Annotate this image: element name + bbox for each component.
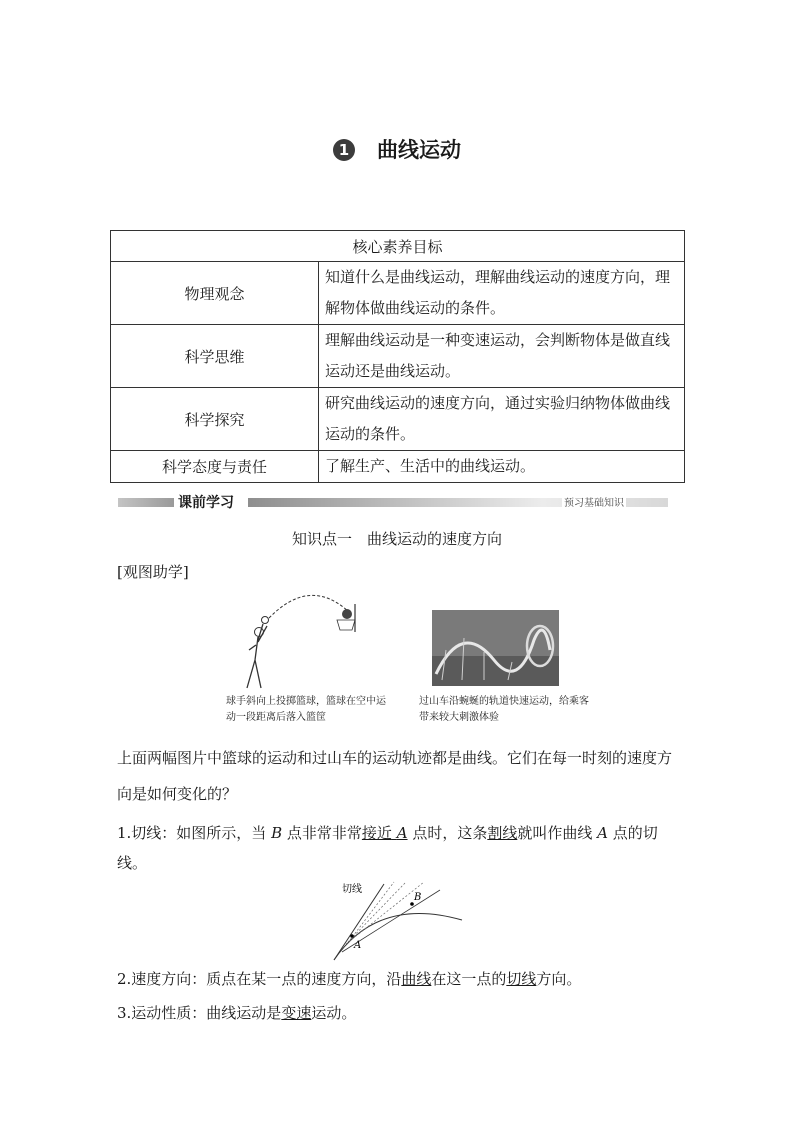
item2-text: 2.速度方向：质点在某一点的速度方向，沿 (117, 970, 402, 988)
item1-text: 点的切线。 (117, 824, 658, 872)
goal-category: 科学态度与责任 (111, 451, 319, 483)
tangent-label: 切线 (342, 884, 362, 895)
item1-text: 就叫作曲线 (517, 824, 598, 842)
section-banner (118, 494, 678, 510)
player-body (247, 624, 267, 688)
table-row (111, 325, 685, 388)
goal-category: 物理观念 (111, 262, 319, 325)
point-b: B (271, 824, 283, 842)
ball-trajectory (269, 595, 349, 618)
guide-label: [观图助学] (117, 563, 189, 581)
question-paragraph: 上面两幅图片中篮球的运动和过山车的运动轨迹都是曲线。它们在每一时刻的速度方向是如何变化的？ (117, 749, 673, 803)
answer-tangent: 切线 (506, 970, 537, 988)
goal-category: 科学探究 (111, 388, 319, 451)
item2-text: 方向。 (536, 970, 582, 988)
point-a: A (597, 824, 608, 842)
item1-text: 1.切线：如图所示，当 (117, 824, 272, 842)
knowledge-point-title: 知识点一 曲线运动的速度方向 (291, 530, 502, 548)
banner-bar-left (118, 498, 174, 507)
item1-text: 点时，这条 (407, 824, 488, 842)
answer-curve: 曲线 (401, 970, 432, 988)
point-a-dot (350, 934, 354, 938)
basketball-illustration (225, 590, 385, 690)
core-goals-table (110, 230, 685, 483)
banner-label: 课前学习 (178, 495, 234, 511)
goal-description: 研究曲线运动的速度方向，通过实验归纳物体做曲线运动的条件。 (319, 388, 685, 451)
hoop (337, 620, 355, 630)
tangent-diagram (328, 878, 468, 962)
item-velocity-direction (117, 968, 682, 989)
item2-text: 在这一点的 (431, 970, 507, 988)
roller-coaster-caption: 过山车沿蜿蜒的轨道快速运动，给乘客带来较大刺激体验 (419, 696, 589, 723)
item-motion-nature (117, 1002, 682, 1023)
banner-subtitle: 预习基础知识 (562, 494, 626, 509)
item3-text: 3.运动性质：曲线运动是 (117, 1004, 282, 1022)
point-b-label: B (414, 892, 422, 903)
goal-category: 科学思维 (111, 325, 319, 388)
point-a: A (396, 824, 408, 842)
answer-approach: 接近 (361, 824, 392, 842)
point-a-label: A (354, 940, 362, 951)
ball-start (262, 617, 269, 624)
lesson-title-text: 曲线运动 (377, 138, 461, 162)
table-row (111, 262, 685, 325)
blank-approach (362, 824, 408, 842)
basketball (342, 609, 352, 619)
lesson-title (0, 134, 794, 164)
table-row (111, 388, 685, 451)
item-tangent (117, 818, 682, 878)
item3-text: 运动。 (311, 1004, 357, 1022)
lesson-number-badge: 1 (333, 139, 355, 161)
goal-description: 理解曲线运动是一种变速运动，会判断物体是做直线运动还是曲线运动。 (319, 325, 685, 388)
goal-description: 知道什么是曲线运动，理解曲线运动的速度方向，理解物体做曲线运动的条件。 (319, 262, 685, 325)
roller-coaster-photo (432, 610, 559, 686)
goal-description: 了解生产、生活中的曲线运动。 (319, 451, 685, 483)
basketball-caption: 球手斜向上投掷篮球，篮球在空中运动一段距离后落入篮筐 (226, 696, 386, 723)
item1-text: 点非常非常 (282, 824, 362, 842)
answer-variable: 变速 (281, 1004, 312, 1022)
answer-secant: 割线 (487, 824, 518, 842)
table-row (111, 451, 685, 483)
core-goals-header: 核心素养目标 (111, 231, 685, 262)
